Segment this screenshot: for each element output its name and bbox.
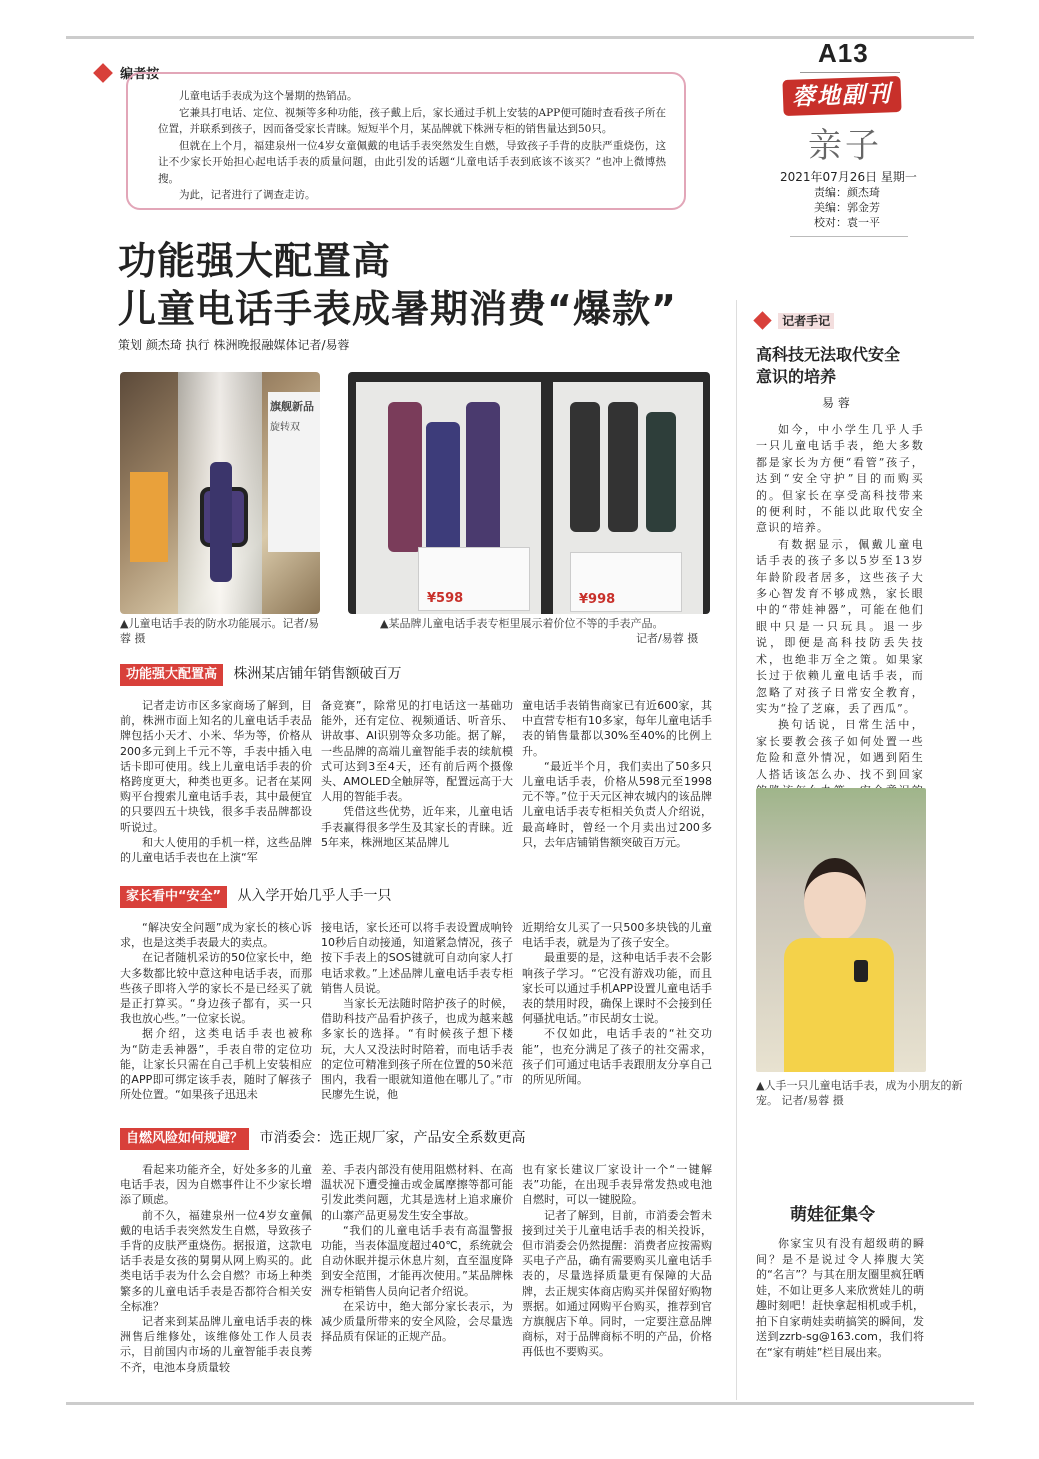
reporter-note-tag xyxy=(756,310,834,329)
body-para: 接电话，家长还可以将手表设置成响铃10秒后自动接通，知道紧急情况，孩子按下手表上的SOS键就可自动向家人打电话求救。”上述品牌儿童电话手表专柜销售人员说。 xyxy=(321,921,513,995)
section3-col3 xyxy=(522,1162,712,1360)
body-para: 在采访中，绝大部分家长表示，为减少质量所带来的安全风险，会尽量选择品质有保证的正规产品。 xyxy=(321,1299,513,1344)
body-para: 记者了解到，目前，市消委会暂未接到过关于儿童电话手表的相关投诉，但市消委会仍然提醒：消费者应按需购买电子产品，确有需要购买儿童电话手表的，尽量选择质量更有保障的大品牌，去正规实体商店购买并保留好购物票据。如通过网购平台购买，推荐到官方旗舰店下单。同时，一定要注意品牌商标，对于品牌商标不明的产品，价格再低也不要购买。 xyxy=(522,1208,712,1359)
section3-header xyxy=(120,1128,525,1148)
body-para: 在记者随机采访的50位家长中，绝大多数都比较中意这种电话手表，而那些孩子即将入学的家长不是已经买了就是正打算买。“身边孩子都有，买一只我也放心些。”一位家长说。 xyxy=(120,951,312,1026)
section2-tag: 家长看中“安全” xyxy=(120,886,227,908)
section-brand-text: 蓉地副刊 xyxy=(791,80,893,111)
girl-watch xyxy=(854,960,868,982)
editor-note-para: 但就在上个月，福建泉州一位4岁女童佩戴的电话手表突然发生自燃，导致孩子手背的皮肤严重烧伤，这让不少家长开始担心起电话手表的质量问题，由此引发的话题“儿童电话手表到底该不该买？”也冲上微博热搜。 xyxy=(158,139,666,185)
body-para: 据介绍，这类电话手表也被称为“防走丢神器”，手表自带的定位功能，让家长只需在自己手机上安装相应的APP即可绑定该手表，随时了解孩子所处位置。“如果孩子迅迅未 xyxy=(120,1027,312,1102)
body-para: 最重要的是，这种电话手表不会影响孩子学习。“它没有游戏功能，而且家长可以通过手机APP设置儿童电话手表的禁用时段，确保上课时不会接到任何骚扰电话。”市民胡女士说。 xyxy=(522,951,712,1026)
note-para: 有数据显示，佩戴儿童电话手表的孩子多以5岁至13岁年龄阶段者居多，这些孩子大多心智发育不够成熟，家长眼中的“带娃神器”，可能在他们眼中只是一只玩具。退一步说，即便是高科技防丢失技术，也绝非万全之策。如果家长过于依赖儿童电话手表，而忽略了对孩子日常安全教育，实为“捡了芝麻，丢了西瓜”。 xyxy=(756,537,924,715)
editor-note-label: 编者按 xyxy=(120,67,160,82)
note-para: 换句话说，日常生活中，家长要教会孩子如何处置一些危险和意外情况，如遇到陌生人搭话该怎么办、找不到回家 xyxy=(756,718,924,781)
body-para: 前不久，福建泉州一位4岁女童佩戴的电话手表突然发生自燃，导致孩子手背的皮肤严重烧伤。据报道，这款电话手表是女孩的舅舅从网上购买的。此类电话手表为什么会自燃？市场上种类繁多的儿童电话手表是否都符合相关安全标准？ xyxy=(120,1208,312,1313)
body-para: “解决安全问题”成为家长的核心诉求，也是这类手表最大的卖点。 xyxy=(120,921,312,950)
watch-display xyxy=(388,402,422,552)
orange-card xyxy=(130,472,168,562)
sign-text: 旋转双 xyxy=(270,422,300,433)
section2-col1 xyxy=(120,920,312,1102)
reporter-note-title-2: 意识的培养 xyxy=(756,367,837,386)
section2-col3 xyxy=(522,920,712,1087)
headline-line1: 功能强大配置高 xyxy=(118,239,392,283)
photo1-caption: ▲儿童电话手表的防水功能展示。记者/易蓉 摄 xyxy=(120,617,320,645)
watch-display xyxy=(570,402,600,532)
section3-col1 xyxy=(120,1162,312,1375)
sign-board xyxy=(268,392,320,552)
watch-display xyxy=(426,422,460,552)
editor-credit: 责编：颜杰琦 xyxy=(814,186,880,199)
cute-call-title: 萌娃征集令 xyxy=(790,1205,875,1225)
section-name: 亲子 xyxy=(808,126,882,166)
watch-strap xyxy=(210,462,232,582)
bottom-rule xyxy=(66,1402,974,1405)
editor-note-body xyxy=(158,88,666,204)
section3-col2 xyxy=(321,1162,513,1344)
photo2-caption: ▲某品牌儿童电话手表专柜里展示着价位不等的手表产品。 xyxy=(380,617,664,630)
body-para: 差、手表内部没有使用阻燃材料、在高温状况下遭受撞击或金属摩擦等都可能引发此类问题，尤其是选材上追求廉价的山寨产品更易发生安全事故。 xyxy=(321,1163,513,1222)
section3-tag: 自燃风险如何规避？ xyxy=(120,1128,249,1150)
body-para: 和大人使用的手机一样，这些品牌的儿童电话手表也在上演“军 xyxy=(120,835,312,865)
pencil-icon xyxy=(93,63,113,83)
body-para: 近期给女儿买了一只500多块钱的儿童电话手表，就是为了孩子安全。 xyxy=(522,921,712,950)
photo2-credit: 记者/易蓉 摄 xyxy=(636,632,699,645)
reporter-note-title-1: 高科技无法取代安全 xyxy=(756,345,901,364)
body-para: 记者来到某品牌儿童电话手表的株洲售后维修处，该维修处工作人员表示，目前国内市场的儿童智能手表良莠不齐，电池本身质量较 xyxy=(120,1315,312,1374)
price-tag-1 xyxy=(418,547,530,611)
byline: 策划 颜杰琦 执行 株洲晚报融媒体记者/易蓉 xyxy=(118,338,350,352)
editor-note-box xyxy=(126,72,686,210)
section1-col1 xyxy=(120,698,312,865)
section2-subtitle: 从入学开始几乎人手一只 xyxy=(237,888,392,904)
section1-subtitle: 株洲某店铺年销售额破百万 xyxy=(233,666,402,682)
body-para: “最近半个月，我们卖出了50多只儿童电话手表，价格从598元至1998元不等。”位于天元区神农城内的该品牌儿童电话手表专柜相关负责人介绍说，最高峰时，曾经一个月卖出过200多只，去年店铺销售额突破百万元。 xyxy=(522,759,712,849)
proofreader-credit: 校对：袁一平 xyxy=(814,216,880,229)
editor-note-para: 它兼具打电话、定位、视频等多种功能，孩子戴上后，家长通过手机上安装的APP便可随时查看孩子所在位置，并联系到孩子，因而备受家长青睐。短短半个月，某品牌就下株洲专柜的销售量达到50只。 xyxy=(158,106,666,135)
right-column-rule xyxy=(736,300,737,1400)
body-para: 凭借这些优势，近年来，儿童电话手表赢得很多学生及其家长的青睐。近5年来，株洲地区某品牌儿 xyxy=(321,805,513,849)
body-para: 记者走访市区多家商场了解到，目前，株洲市面上知名的儿童电话手表品牌包括小天才、小米、华为等，价格从200多元到上千元不等，手表中插入电话卡即可使用。线上儿童电话手表的价格跨度更大，种类也更多。记者在某网购平台搜索儿童电话手表，其中最便宜的只要四五十块钱，很多手表品牌都设听说过。 xyxy=(120,699,312,834)
section2-header xyxy=(120,886,392,906)
section1-col3 xyxy=(522,698,712,850)
section1-col2 xyxy=(321,698,513,850)
watch-display xyxy=(646,412,676,532)
designer-credit: 美编：郭金芳 xyxy=(814,201,880,214)
girl-head xyxy=(804,858,866,942)
price-tag-2 xyxy=(570,552,682,612)
masthead-rule xyxy=(800,72,900,73)
reporter-note-author: 易 蓉 xyxy=(822,396,850,410)
watch-display xyxy=(466,402,500,562)
body-para: 看起来功能齐全，好处多多的儿童电话手表，因为自燃事件让不少家长增添了顾虑。 xyxy=(120,1163,312,1207)
date-line: 2021年07月26日 星期一 xyxy=(780,170,917,184)
section1-header xyxy=(120,664,401,684)
reporter-note-body xyxy=(756,422,924,832)
cute-call-body: 你家宝贝有没有超级萌的瞬间？是不是说过令人捧腹大笑的“名言”？与其在朋友圈里疯狂晒娃，不如让更多人来欣赏娃儿的萌趣时刻吧！赶快拿起相机或手机，拍下自家萌娃卖萌搞笑的瞬间，发送到zzrb-sg@163.com，我们将在“家有萌娃”栏目展出来。 xyxy=(756,1237,924,1359)
page-number: A13 xyxy=(818,38,869,68)
reporter-note-label: 记者手记 xyxy=(778,313,834,329)
note-para: 如今，中小学生几乎人手一只儿童电话手表，绝大多数都是家长为方便“看管”孩子，达到“安全守护”目的而购买的。但家长在享受高科技带来的便利时，不能以此取代安全意识的培养。 xyxy=(756,423,924,535)
body-para: 童电话手表销售商家已有近600家，其中直营专柜有10多家，每年儿童电话手表的销售量都以30%至40%的比例上升。 xyxy=(522,699,712,758)
pencil-icon xyxy=(753,311,771,329)
headline-line2: 儿童电话手表成暑期消费“爆款” xyxy=(118,287,677,331)
photo-waterproof-watch xyxy=(120,372,320,614)
editor-note-para: 儿童电话手表成为这个暑期的热销品。 xyxy=(179,90,358,102)
body-para: 也有家长建议厂家设计一个“一键解表”功能，在出现手表异常发热或电池自燃时，可以一键脱险。 xyxy=(522,1163,712,1207)
section2-col2 xyxy=(321,920,513,1102)
body-para: 当家长无法随时陪护孩子的时候，借助科技产品看护孩子，也成为越来越多家长的选择。“有时候孩子想下楼玩，大人又没法时时陪着，而电话手表的定位可精准到孩子所在位置的50米范围内，我看一眼就知道他在哪儿了。”市民廖先生说，他 xyxy=(321,997,513,1102)
body-para: 不仅如此，电话手表的“社交功能”，也充分满足了孩子的社交需求，孩子们可通过电话手表跟朋友分享自己的所见所闻。 xyxy=(522,1027,712,1087)
photo3-caption: ▲人手一只儿童电话手表，成为小朋友的新宠。 记者/易蓉 摄 xyxy=(756,1079,963,1107)
masthead-bottom-rule xyxy=(790,236,908,237)
section-brand xyxy=(782,76,901,116)
girl-dress xyxy=(784,938,894,1072)
photo-watch-counter xyxy=(348,372,710,614)
price-tag-2-price: ¥998 xyxy=(579,592,616,607)
watch-display xyxy=(608,402,638,532)
photo-girl-with-watch xyxy=(756,788,926,1072)
editor-note-para: 为此，记者进行了调查走访。 xyxy=(179,189,316,201)
body-para: “我们的儿童电话手表有高温警报功能，当表体温度超过40℃，系统就会自动休眠并提示休息片刻，直至温度降到安全范围，才能再次使用。”某品牌株洲专柜销售人员向记者介绍说。 xyxy=(321,1223,513,1298)
body-para: 备竞赛”，除常见的打电话这一基础功能外，还有定位、视频通话、听音乐、讲故事、AI识别等众多功能。据了解，一些品牌的高端儿童智能手表的续航模式可达到3至4天，还有前后两个摄像头、AMOLED全触屏等，配置远高于大人用的智能手表。 xyxy=(321,699,513,804)
section3-subtitle: 市消委会：选正规厂家，产品安全系数更高 xyxy=(259,1130,526,1146)
sign-text: 旗舰新品 xyxy=(270,400,314,413)
section1-tag: 功能强大配置高 xyxy=(120,664,223,686)
price-tag-1-price: ¥598 xyxy=(427,591,464,606)
